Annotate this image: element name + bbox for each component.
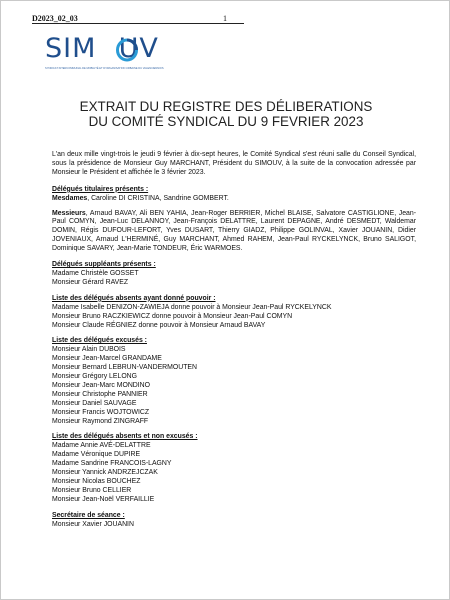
simouv-logo	[45, 33, 165, 77]
list-item: Monsieur Bernard LEBRUN-VANDERMOUTEN	[52, 364, 197, 372]
list-item: Monsieur Francis WOJTOWICZ	[52, 408, 150, 416]
page-number: 1	[223, 14, 227, 23]
list-item: Madame Isabelle DENIZON-ZAWIEJA donne pouvoir à Monsieur Jean-Paul RYCKELYNCK	[52, 303, 332, 311]
list-item: Monsieur Jean-Marc MONDINO	[52, 381, 151, 389]
heading-titulaires: Délégués titulaires présents :	[52, 185, 149, 193]
messieurs-label: Messieurs	[52, 209, 86, 217]
logo-wordmark: SIM UV	[45, 33, 159, 64]
document-title-line2: DU COMITÉ SYNDICAL DU 9 FEVRIER 2023	[88, 114, 364, 129]
mesdames-names: , Caroline DI CRISTINA, Sandrine GOMBERT.	[87, 194, 229, 202]
document-body	[52, 151, 416, 537]
list-item: Monsieur Yannick ANDRZEJCZAK	[52, 469, 158, 477]
messieurs-paragraph	[52, 210, 416, 255]
section-secretaire	[52, 512, 416, 530]
heading-excuses: Liste des délégués excusés :	[52, 337, 147, 345]
list-item: Monsieur Bruno RACZKIEWICZ donne pouvoir à Monsieur Jean-Paul COMYN	[52, 312, 293, 320]
list-item: Monsieur Nicolas BOUCHEZ	[52, 478, 141, 485]
heading-non-excuses: Liste des délégués absents et non excusés :	[52, 433, 198, 441]
section-suppleants	[52, 261, 416, 288]
logo-ring-icon	[115, 36, 139, 62]
list-item: Monsieur Grégory LELONG	[52, 373, 138, 381]
list-item: Monsieur Gérard RAVEZ	[52, 278, 129, 286]
section-excuses	[52, 337, 416, 426]
intro-paragraph: L'an deux mille vingt-trois le jeudi 9 février à dix-sept heures, le Comité Syndical s'est réuni salle du Conseil Syndical, sous la présidence de Monsieur Guy MARCHANT, Président du SIMOUV, à la suite de la convocation adressée par Monsieur le Président et affichée le 3 février 2023.	[52, 151, 416, 176]
list-item: Monsieur Daniel SAUVAGE	[52, 399, 137, 407]
logo-tagline: SYNDICAT INTERCOMMUNAL DE MOBILITÉ ET D'ORGANISATION URBAINE DU VALENCIENNOIS	[45, 67, 164, 70]
heading-suppleants: Délégués suppléants présents :	[52, 261, 156, 269]
list-item: Monsieur Bruno CELLIER	[52, 486, 132, 494]
messieurs-names: , Arnaud BAVAY, Ali BEN YAHIA, Jean-Roger BERRIER, Michel BLAISE, Salvatore CASTIGLIONE, Jean-Paul COMYN, Jean-Luc DELANNOY, Jean-François DELATTRE, Laurent DEPAGNE, André DESMEDT, Waldemar DOMIN, Régis DUFOUR-LEFORT, Yves DUSART, Thierry GIADZ, Philippe GOLINVAL, Xavier JOUANIN, Didier JOVENIAUX, Arnaud L'HERMINÉ, Guy MARCHANT, Ahmed RAHEM, Jean-Paul RYCKELYNCK, Bruno SALIGOT, Dominique SAVARY, Jean-Marie TONDEUR, Éric WARMOES.	[52, 209, 416, 253]
header-rule	[32, 23, 244, 24]
document-title-line1: EXTRAIT DU REGISTRE DES DÉLIBERATIONS	[79, 99, 373, 114]
document-reference: D2023_02_03	[32, 14, 78, 23]
list-item: Monsieur Christophe PANNIER	[52, 390, 148, 398]
section-non-excuses	[52, 433, 416, 504]
list-item: Madame Christèle GOSSET	[52, 269, 139, 277]
list-item: Monsieur Jean-Noël VERFAILLIE	[52, 495, 155, 503]
mesdames-label: Mesdames	[52, 194, 88, 202]
heading-secretaire: Secrétaire de séance :	[52, 511, 125, 519]
list-item: Madame Annie AVÉ-DELATTRE	[52, 442, 151, 450]
section-pouvoir	[52, 295, 416, 331]
mesdames-line	[52, 195, 416, 204]
heading-pouvoir: Liste des délégués absents ayant donné pouvoir :	[52, 294, 216, 302]
list-item: Monsieur Jean-Marcel GRANDAME	[52, 355, 162, 363]
list-item: Madame Véronique DUPIRE	[52, 451, 141, 459]
list-item: Monsieur Alain DUBOIS	[52, 346, 126, 354]
list-item: Monsieur Claude RÉGNIEZ donne pouvoir à Monsieur Arnaud BAVAY	[52, 321, 266, 329]
secretaire-name: Monsieur Xavier JOUANIN	[52, 520, 134, 528]
list-item: Monsieur Raymond ZINGRAFF	[52, 417, 149, 425]
section-titulaires	[52, 186, 416, 254]
list-item: Madame Sandrine FRANCOIS-LAGNY	[52, 460, 172, 468]
